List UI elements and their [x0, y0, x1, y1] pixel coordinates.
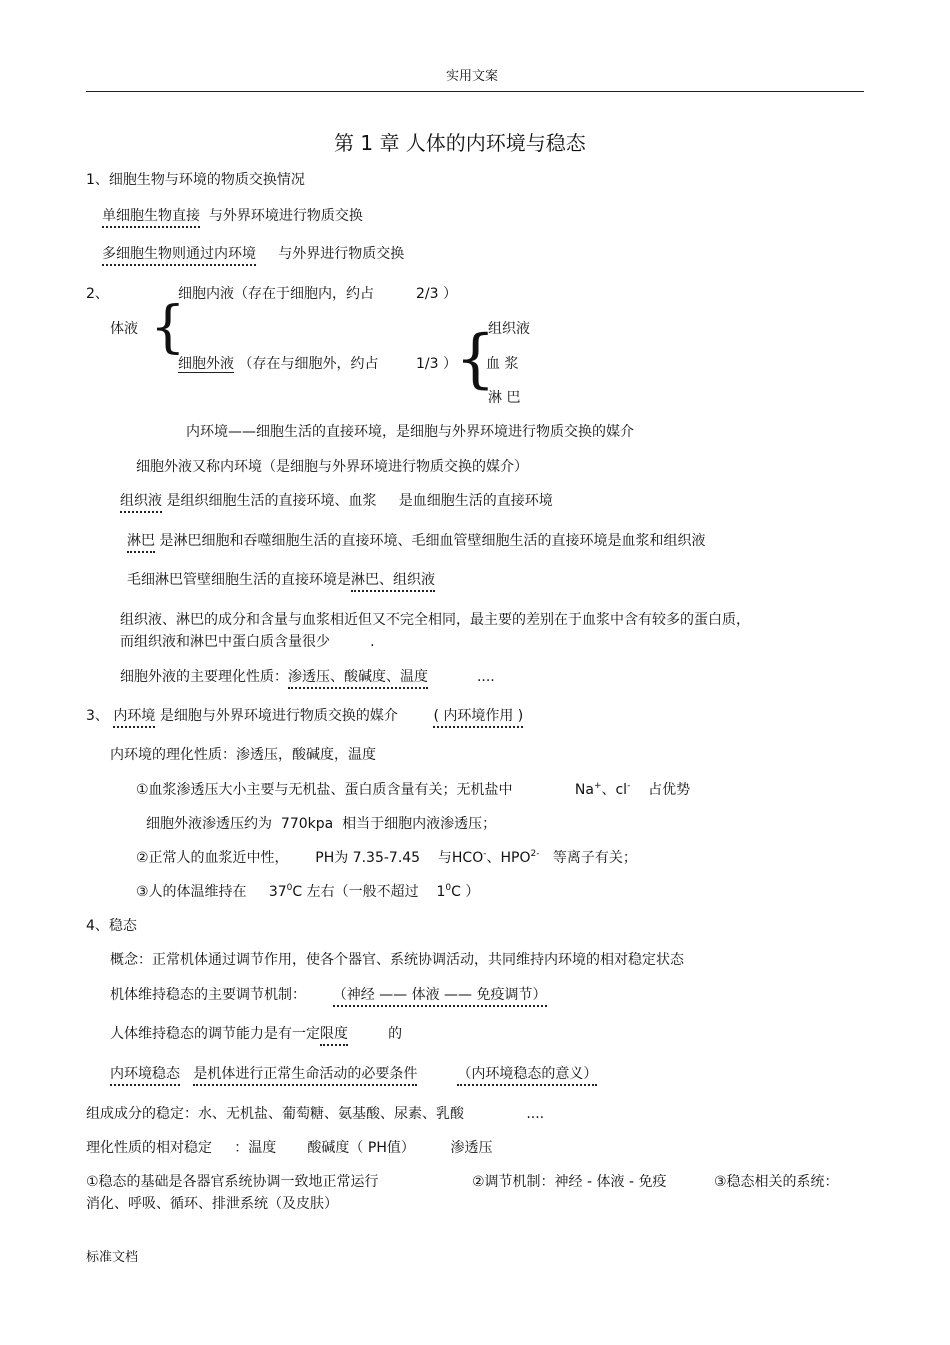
sig-meaning: （内环境稳态的意义）	[457, 1066, 597, 1086]
s1-l1-rest: 与外界环境进行物质交换	[208, 208, 363, 224]
ph-line	[136, 849, 637, 867]
s1-line-1	[102, 207, 363, 225]
temp-limit-degree: 0	[445, 883, 452, 893]
limit-text: 人体维持稳态的调节能力是有一定	[110, 1026, 320, 1042]
homeostasis-concept: 概念：正常机体通过调节作用，使各个器官、系统协调活动，共同维持内环境的相对稳定状态	[110, 952, 684, 968]
summary-basis: ①稳态的基础是各器官系统协调一致地正常运行	[86, 1174, 379, 1190]
osm-text: ①血浆渗透压大小主要与无机盐、蛋白质含量有关；无机盐中	[136, 782, 513, 798]
significance-line	[110, 1065, 597, 1083]
properties-ellipsis: ....	[476, 669, 495, 685]
tf-emph: 组织液	[120, 493, 162, 513]
limit-line	[110, 1025, 402, 1043]
temp-text: ③人的体温维持在	[136, 884, 247, 900]
intracellular-fluid: 细胞内液（存在于细胞内，约占	[178, 286, 374, 302]
sig-text: 是机体进行正常生命活动的必要条件	[193, 1066, 417, 1086]
left-brace: {	[150, 295, 186, 360]
extracellular-fluid: 细胞外液	[178, 356, 234, 372]
phosphate-charge: 2-	[530, 849, 540, 859]
tissue-fluid: 组织液	[488, 321, 530, 337]
chloride: 、cl	[601, 782, 628, 798]
lymph-line	[127, 532, 705, 550]
section-3-line	[86, 707, 523, 725]
composition-line-2	[120, 633, 375, 651]
regulation-mechanism: （神经 —— 体液 —— 免疫调节）	[333, 987, 547, 1007]
section-4-heading: 4、稳态	[86, 918, 137, 934]
capillary-text: 毛细淋巴管壁细胞生活的直接环境是	[127, 572, 351, 588]
s1-l1-emph: 单细胞生物直接	[102, 208, 200, 228]
right-brace: {	[455, 322, 496, 396]
ph-text: ②正常人的血浆近中性，	[136, 850, 289, 866]
plasma: 血 浆	[486, 356, 519, 372]
comp-text: 组成成分的稳定：水、无机盐、葡萄糖、氨基酸、尿素、乳酸	[86, 1106, 464, 1122]
property-stability	[86, 1139, 492, 1157]
temp-limit: 1	[436, 884, 446, 900]
lymph: 淋 巴	[488, 390, 521, 406]
dominance: 占优势	[648, 782, 691, 798]
intracellular-fraction: 2/3 ）	[416, 286, 457, 302]
s1-l2-rest: 与外界进行物质交换	[278, 246, 405, 262]
chloride-charge: -	[627, 781, 631, 791]
lymph-emph: 淋巴	[127, 533, 155, 553]
properties-label: 细胞外液的主要理化性质：	[120, 669, 288, 685]
composition-dot: .	[370, 634, 375, 650]
osm-value-rest: 相当于细胞内液渗透压；	[342, 816, 497, 832]
s3-text: 是细胞与外界环境进行物质交换的媒介	[159, 708, 398, 724]
tf-text-2: 是血细胞生活的直接环境	[398, 493, 553, 509]
properties-emph: 渗透压、酸碱度、温度	[288, 669, 428, 689]
temp-degree: 0	[286, 883, 293, 893]
composition-text: 而组织液和淋巴中蛋白质含量很少	[120, 634, 330, 650]
composition-stability	[86, 1105, 544, 1123]
properties-line	[120, 668, 495, 686]
phys-ph: 酸碱度（ PH值）	[307, 1140, 415, 1156]
osm-value-label: 细胞外液渗透压约为	[146, 816, 272, 832]
section-2-number: 2、	[86, 286, 109, 302]
section-1-heading: 1、细胞生物与环境的物质交换情况	[86, 172, 305, 188]
bicarbonate-charge: -	[483, 849, 487, 859]
extracellular-fraction: 1/3 ）	[416, 356, 457, 372]
temp-limit-unit: C ）	[451, 884, 480, 900]
s3-role: ( 内环境作用 )	[433, 708, 523, 728]
page-header: 实用文案	[446, 69, 499, 84]
phys-temp: ：温度	[234, 1140, 277, 1156]
s1-line-2	[102, 245, 404, 263]
tf-text: 是组织细胞生活的直接环境、血浆	[166, 493, 377, 509]
osm-value: 770kpa	[280, 816, 334, 832]
sodium: Na	[574, 782, 594, 798]
extracellular-fluid-line	[178, 355, 378, 373]
ph-range: PH为 7.35-7.45	[315, 850, 421, 866]
temperature-line	[136, 883, 479, 901]
section-3-number: 3、	[86, 708, 109, 724]
chapter-title: 第 1 章 人体的内环境与稳态	[334, 131, 586, 155]
lymph-text: 是淋巴细胞和吞噬细胞生活的直接环境、毛细血管壁细胞生活的直接环境是血浆和组织液	[159, 533, 706, 549]
s1-l2-emph: 多细胞生物则通过内环境	[102, 246, 256, 266]
phys-osm: 渗透压	[450, 1140, 493, 1156]
temp-value: 37	[268, 884, 287, 900]
sig-emph: 内环境稳态	[110, 1066, 180, 1086]
physicochemical-properties: 内环境的理化性质：渗透压，酸碱度，温度	[110, 747, 376, 763]
limit-end: 的	[388, 1026, 403, 1042]
page-footer: 标准文档	[86, 1250, 139, 1265]
capillary-emph: 淋巴、组织液	[351, 572, 435, 592]
limit-emph: 限度	[320, 1026, 348, 1046]
comp-ellipsis: ....	[526, 1106, 545, 1122]
header-divider	[86, 91, 864, 92]
temp-rest: C 左右（一般不超过	[292, 884, 419, 900]
capillary-line	[127, 571, 435, 589]
summary-systems: ③稳态相关的系统：	[714, 1174, 839, 1190]
internal-environment-definition: 内环境——细胞生活的直接环境，是细胞与外界环境进行物质交换的媒介	[186, 424, 634, 440]
osmotic-pressure-line	[136, 781, 690, 799]
composition-line-1: 组织液、淋巴的成分和含量与血浆相近但又不完全相同，最主要的差别在于血浆中含有较多的蛋白质，	[120, 612, 750, 628]
extracellular-rest: （存在与细胞外，约占	[238, 356, 379, 372]
bicarbonate: 与HCO	[437, 850, 484, 866]
regulation-line	[110, 986, 547, 1004]
summary-systems-list: 消化、呼吸、循环、排泄系统（及皮肤）	[86, 1196, 338, 1212]
phosphate: 、HPO	[486, 850, 531, 866]
s3-emph: 内环境	[113, 708, 155, 728]
osmotic-value-line	[146, 815, 496, 833]
body-fluid-label: 体液	[110, 321, 138, 337]
phys-label: 理化性质的相对稳定	[86, 1140, 212, 1156]
summary-mechanism: ②调节机制：神经 - 体液 - 免疫	[472, 1174, 667, 1190]
tissue-fluid-line	[120, 492, 553, 510]
regulation-label: 机体维持稳态的主要调节机制：	[110, 987, 306, 1003]
sodium-charge: +	[593, 781, 602, 791]
extracellular-note: 细胞外液又称内环境（是细胞与外界环境进行物质交换的媒介）	[136, 459, 528, 475]
ion-note: 等离子有关；	[552, 850, 637, 866]
